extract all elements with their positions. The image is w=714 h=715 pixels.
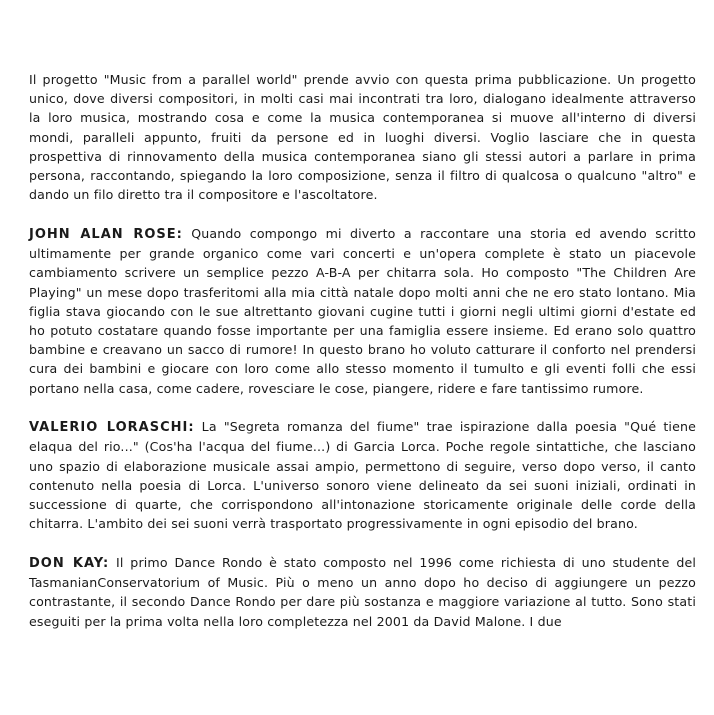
section-don-kay [29, 553, 696, 631]
author-name: VALERIO LORASCHI: [29, 420, 195, 436]
section-john-alan-rose [29, 224, 696, 398]
document-page [29, 70, 696, 650]
section-text: Il primo Dance Rondo è stato composto nel 1996 come richiesta di uno studente del TasmanianConservatorium of Music. Più o meno un anno dopo ho deciso di aggiungere un pezzo contrastante, il secondo Dance Rondo per dare più sostanza e maggiore variazione al tutto. Sono stati eseguiti per la prima volta nella loro completezza nel 2001 da David Malone. I due [29, 554, 697, 629]
author-name: DON KAY: [29, 555, 110, 571]
intro-paragraph: Il progetto "Music from a parallel world" prende avvio con questa prima pubblicazione. Un progetto unico, dove diversi compositori, in molti casi mai incontrati tra loro, dialogano idealmente attraverso la loro musica, mostrando cosa e come la musica contemporanea si muove all'interno di diversi mondi, paralleli appunto, fruiti da persone ed in luoghi diversi. Voglio lasciare che in questa prospettiva di rinnovamento della musica contemporanea siano gli stessi autori a parlare in prima persona, raccontando, spiegando la loro composizione, senza il filtro di qualcosa o qualcuno "altro" e dando un filo diretto tra il compositore e l'ascoltatore. [29, 72, 696, 203]
section-text: La "Segreta romanza del fiume" trae ispirazione dalla poesia "Qué tiene elaqua del rio..." (Cos'ha l'acqua del fiume...) di Garcia Lorca. Poche regole sintattiche, che lasciano uno spazio di elaborazione musicale assai ampio, permettono di seguire, verso dopo verso, il canto contenuto nella poesia di Lorca. L'universo sonoro viene delineato da sei suoni iniziali, ordinati in successione di quarte, che corrispondono all'intonazione storicamente originale delle corde della chitarra. L'ambito dei sei suoni verrà trasportato progressivamente in ogni episodio del brano. [29, 419, 697, 532]
section-valerio-loraschi [29, 417, 696, 533]
author-name: JOHN ALAN ROSE: [29, 226, 183, 242]
section-text: Quando compongo mi diverto a raccontare una storia ed avendo scritto ultimamente per grande organico come vari concerti e un'opera complete è stato un piacevole cambiamento scrivere un semplice pezzo A-B-A per chitarra sola. Ho composto "The Children Are Playing" un mese dopo trasferitomi alla mia città natale dopo molti anni che ne ero stato lontano. Mia figlia stava giocando con le sue altrettanto giovani cugine tutti i giorni negli ultimi giorni d'estate ed ho potuto costatare quando fosse importante per una famiglia essere insieme. Ed erano solo quattro bambine e creavano un sacco di rumore! In questo brano ho voluto catturare il conforto nel prendersi cura dei bambini e giocare con loro come allo stesso momento il tumulto e gli eventi folli che essi portano nella casa, come cadere, rovesciare le cose, piangere, ridere e fare tantissimo rumore. [29, 225, 696, 396]
